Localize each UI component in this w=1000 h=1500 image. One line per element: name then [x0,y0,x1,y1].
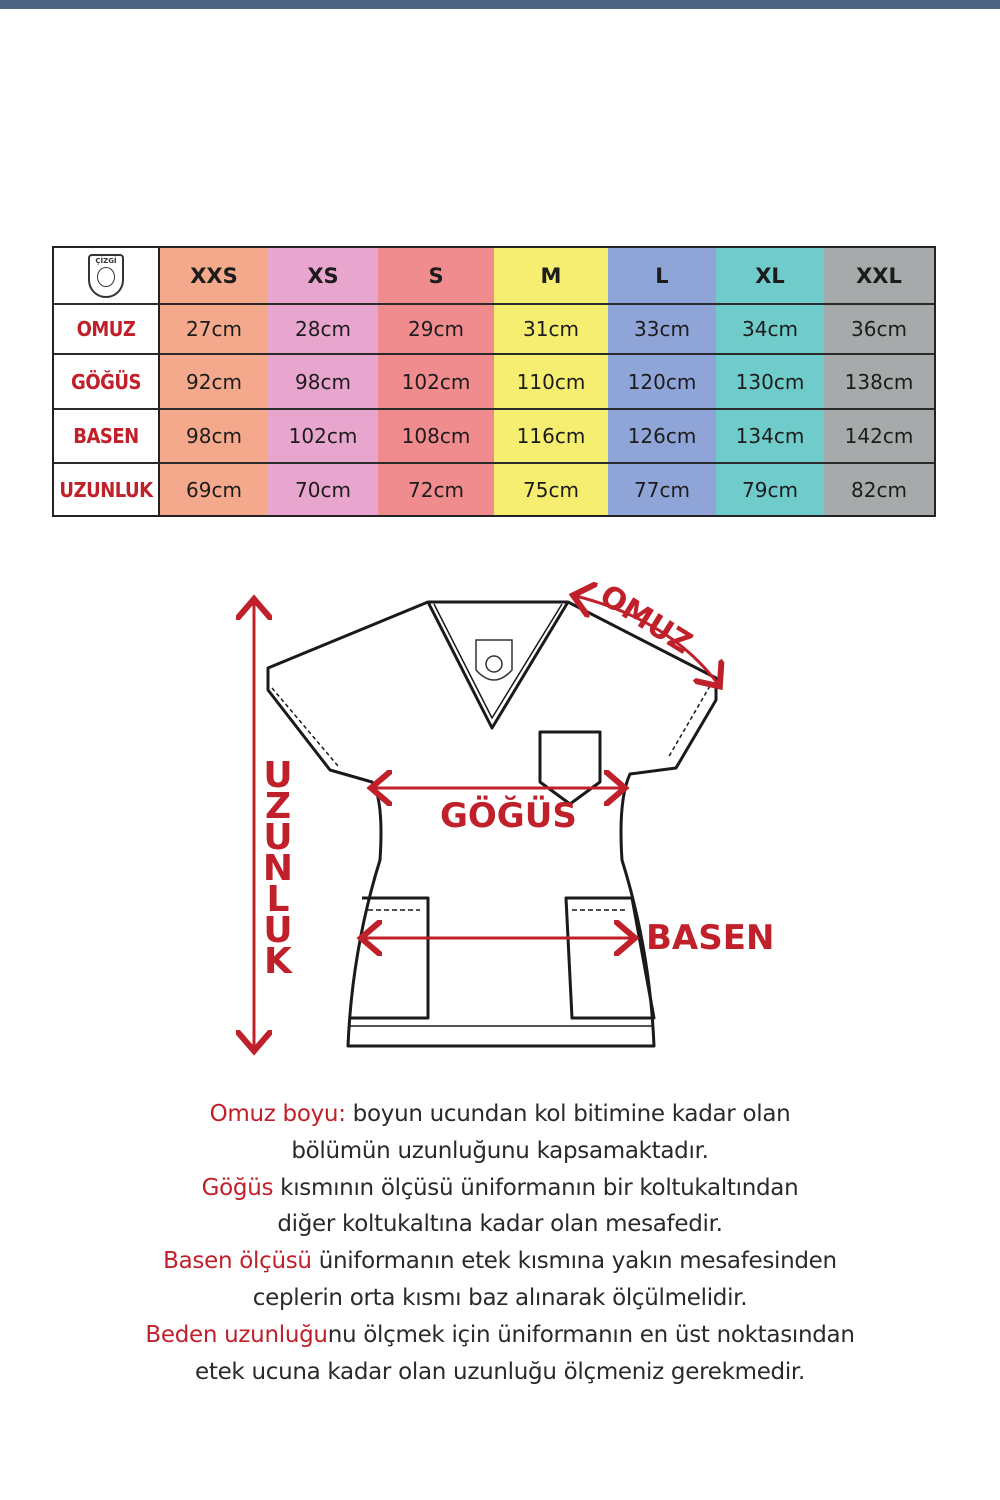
row-label-gogus: GÖĞÜS [54,355,160,410]
garment-measurement-diagram [0,560,1000,1080]
table-cell: 27cm [160,305,268,355]
table-cell: 138cm [824,355,934,410]
table-cell: 34cm [716,305,824,355]
uzunluk-letter: K [264,941,292,982]
top-bar [0,0,1000,9]
size-header: XXL [824,248,934,305]
table-cell: 92cm [160,355,268,410]
brand-logo-icon: ÇİZGİ [88,254,124,298]
table-cell: 31cm [494,305,608,355]
size-header: XS [268,248,378,305]
table-cell: 108cm [378,410,494,464]
instruction-line: bölümün uzunluğunu kapsamaktadır. [291,1137,709,1164]
uzunluk-letter: L [266,879,290,920]
table-cell: 33cm [608,305,716,355]
uzunluk-letter: U [263,910,293,951]
table-cell: 116cm [494,410,608,464]
table-cell: 130cm [716,355,824,410]
basen-label: BASEN [646,918,775,958]
table-cell: 77cm [608,464,716,515]
table-cell: 82cm [824,464,934,515]
table-cell: 110cm [494,355,608,410]
uzunluk-letter: U [263,817,293,858]
size-header: XL [716,248,824,305]
uzunluk-label [258,755,298,982]
table-cell: 102cm [378,355,494,410]
gogus-label: GÖĞÜS [440,796,577,836]
uzunluk-letter: N [262,848,294,889]
table-cell: 98cm [268,355,378,410]
table-cell: 126cm [608,410,716,464]
table-cell: 134cm [716,410,824,464]
neck-logo-icon [476,640,512,680]
brand-logo-cell [54,248,160,305]
table-cell: 28cm [268,305,378,355]
row-label-uzunluk: UZUNLUK [54,464,160,515]
size-header: L [608,248,716,305]
instruction-line: Omuz boyu: boyun ucundan kol bitimine kadar olan [209,1101,791,1127]
uzunluk-letter: U [263,755,293,796]
size-chart-table [52,246,936,517]
row-label-basen: BASEN [54,410,160,464]
row-label-omuz: OMUZ [54,305,160,355]
instruction-line: ceplerin orta kısmı baz alınarak ölçülmelidir. [252,1284,748,1311]
instruction-line: diğer koltukaltına kadar olan mesafedir. [277,1211,723,1238]
table-cell: 72cm [378,464,494,515]
instruction-line: etek ucuna kadar olan uzunluğu ölçmeniz gerekmedir. [195,1358,805,1385]
measurement-instructions [100,1096,900,1390]
size-header: S [378,248,494,305]
omuz-label: OMUZ [593,578,699,662]
instruction-line: Basen ölçüsü üniformanın etek kısmına yakın mesafesinden [163,1248,837,1275]
table-cell: 102cm [268,410,378,464]
uzunluk-letter: Z [264,786,292,827]
instruction-line: Beden uzunluğunu ölçmek için üniformanın en üst noktasından [145,1321,855,1348]
table-cell: 98cm [160,410,268,464]
instruction-line: Göğüs kısmının ölçüsü üniformanın bir koltukaltından [201,1174,799,1201]
size-header: XXS [160,248,268,305]
table-cell: 70cm [268,464,378,515]
table-cell: 120cm [608,355,716,410]
table-cell: 29cm [378,305,494,355]
size-header: M [494,248,608,305]
table-cell: 142cm [824,410,934,464]
table-cell: 75cm [494,464,608,515]
table-cell: 79cm [716,464,824,515]
table-cell: 69cm [160,464,268,515]
table-cell: 36cm [824,305,934,355]
